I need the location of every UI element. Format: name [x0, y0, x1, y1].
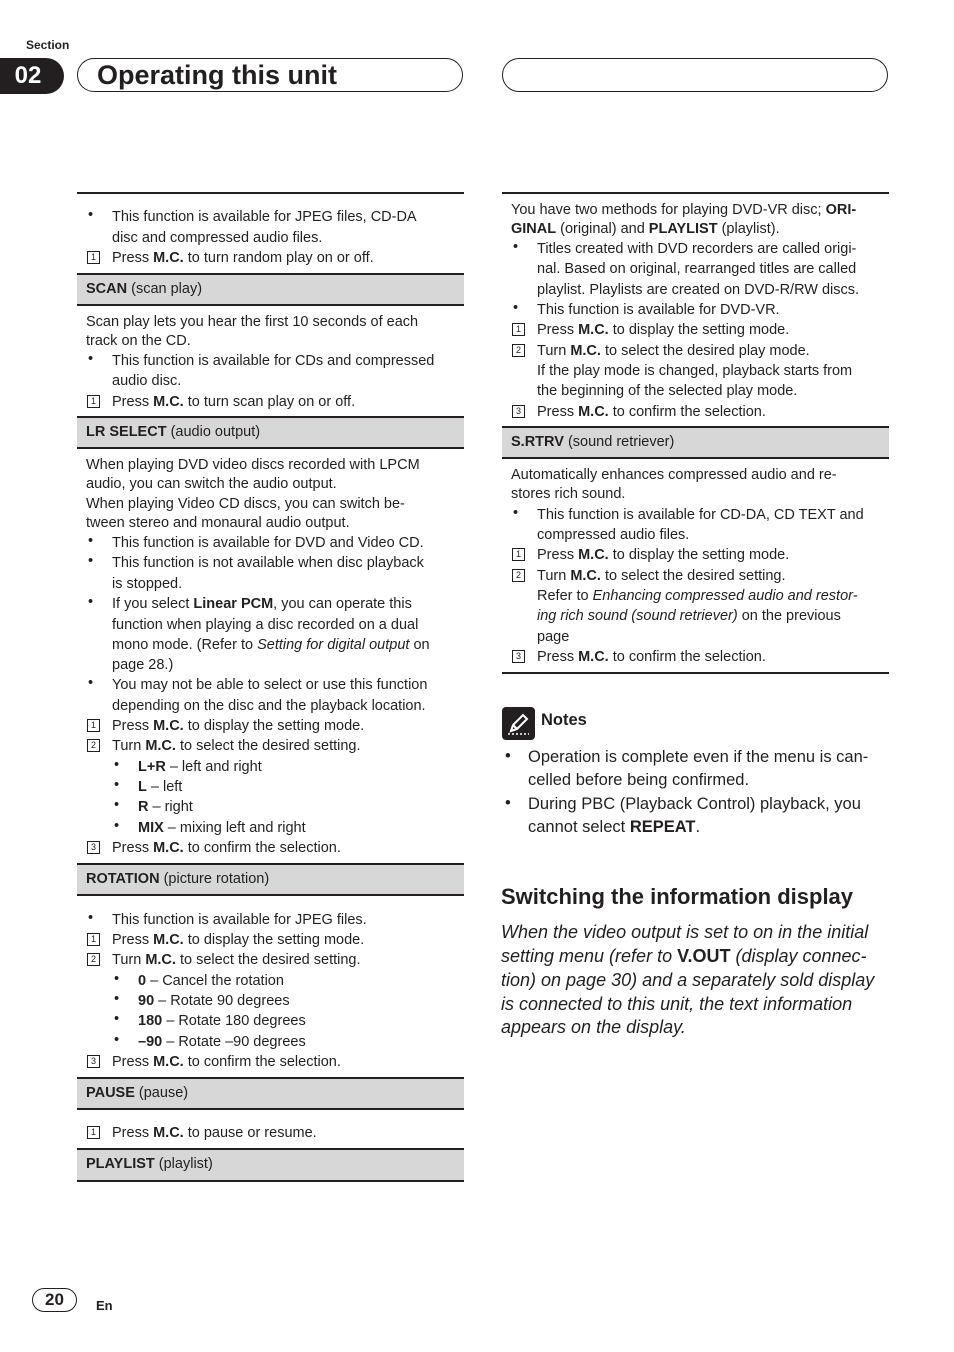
dvdvr-step1: Press M.C. to display the setting mode.: [537, 322, 790, 338]
switch-intro-l1: When the video output is set to on in the initial: [501, 922, 869, 942]
lr-opt: R – right: [138, 799, 193, 815]
bullet: •: [513, 239, 519, 255]
lr-step3: Press M.C. to confirm the selection.: [112, 840, 341, 856]
scan-desc-l1: Scan play lets you hear the first 10 seconds of each: [86, 314, 419, 330]
notes-pencil-icon: [502, 707, 535, 740]
dvdvr-step2: Turn M.C. to select the desired play mode.: [537, 343, 810, 359]
bullet: •: [114, 797, 120, 813]
lr-desc-l4: tween stereo and monaural audio output.: [86, 515, 350, 531]
lr-opt: MIX – mixing left and right: [138, 820, 306, 836]
srtrv-step1: Press M.C. to display the setting mode.: [537, 547, 790, 563]
rotation-step3: Press M.C. to confirm the selection.: [112, 1054, 341, 1070]
lr-bullet3-l2: function when playing a disc recorded on a dual: [112, 617, 419, 633]
step-number: 1: [512, 548, 525, 561]
srtrv-bar: S.RTRV (sound retriever): [502, 426, 889, 459]
step-number: 2: [512, 569, 525, 582]
section-heading: Switching the information display: [501, 884, 854, 909]
language-label: En: [96, 1298, 113, 1313]
dvdvr-b1-l3: playlist. Playlists are created on DVD-R/RW discs.: [537, 282, 860, 298]
srtrv-step2: Turn M.C. to select the desired setting.: [537, 568, 786, 584]
note1-l1: Operation is complete even if the menu is can-: [528, 748, 869, 766]
step-number: 2: [512, 344, 525, 357]
top-rule-right: [502, 192, 889, 194]
dvdvr-b1-l2: nal. Based on original, rearranged titles are called: [537, 261, 857, 277]
bullet: •: [88, 910, 94, 926]
bullet: •: [88, 553, 94, 569]
step-number: 1: [87, 251, 100, 264]
bullet: •: [88, 351, 94, 367]
rotation-step1: Press M.C. to display the setting mode.: [112, 932, 365, 948]
playlist-bar: PLAYLIST (playlist): [77, 1148, 464, 1182]
lr-select-bar: LR SELECT (audio output): [77, 416, 464, 449]
section-label: Section: [26, 38, 70, 52]
switch-intro-l5: appears on the display.: [501, 1017, 686, 1037]
note1-l2: celled before being confirmed.: [528, 771, 750, 789]
random-bullet-l1: This function is available for JPEG files, CD-DA: [112, 209, 417, 225]
srtrv-b1-l1: This function is available for CD-DA, CD TEXT and: [537, 507, 864, 523]
srtrv-desc-l1: Automatically enhances compressed audio and re-: [511, 467, 837, 483]
dvdvr-l2: GINAL (original) and PLAYLIST (playlist).: [511, 221, 780, 237]
step-number: 2: [87, 739, 100, 752]
bullet: •: [114, 1011, 120, 1027]
step-number: 1: [512, 323, 525, 336]
note2-l2: cannot select REPEAT.: [528, 818, 701, 836]
bullet: •: [505, 747, 511, 765]
scan-bullet-l1: This function is available for CDs and compressed: [112, 353, 435, 369]
note2-l1: During PBC (Playback Control) playback, you: [528, 795, 861, 813]
bullet: •: [505, 794, 511, 812]
rotation-opt: 90 – Rotate 90 degrees: [138, 993, 290, 1009]
lr-bullet1: This function is available for DVD and Video CD.: [112, 535, 424, 551]
step-number: 3: [512, 405, 525, 418]
top-rule-left: [77, 192, 464, 194]
bullet: •: [114, 971, 120, 987]
srtrv-ref-l2: ing rich sound (sound retriever) on the previous: [537, 608, 841, 624]
bullet: •: [513, 505, 519, 521]
lr-desc-l1: When playing DVD video discs recorded with LPCM: [86, 457, 420, 473]
lr-bullet3-l1: If you select Linear PCM, you can operate this: [112, 596, 412, 612]
lr-opt: L+R – left and right: [138, 759, 262, 775]
bullet: •: [114, 1032, 120, 1048]
rotation-opt: –90 – Rotate –90 degrees: [138, 1034, 306, 1050]
rotation-opt: 180 – Rotate 180 degrees: [138, 1013, 306, 1029]
bullet: •: [114, 818, 120, 834]
bullet: •: [88, 533, 94, 549]
srtrv-ref-l3: page: [537, 629, 570, 645]
scan-step1: Press M.C. to turn scan play on or off.: [112, 394, 356, 410]
step-number: 3: [87, 841, 100, 854]
dvdvr-b1-l1: Titles created with DVD recorders are called origi-: [537, 241, 857, 257]
lr-step2: Turn M.C. to select the desired setting.: [112, 738, 361, 754]
switch-intro-l2: setting menu (refer to V.OUT (display connec-: [501, 946, 867, 966]
switch-intro-l3: tion) on page 30) and a separately sold display: [501, 970, 875, 990]
srtrv-ref-l1: Refer to Enhancing compressed audio and restor-: [537, 588, 858, 604]
bottom-rule-right: [502, 672, 889, 674]
bullet: •: [114, 777, 120, 793]
lr-bullet4-l2: depending on the disc and the playback location.: [112, 698, 426, 714]
srtrv-desc-l2: stores rich sound.: [511, 486, 626, 502]
notes-label: Notes: [541, 711, 587, 729]
dvdvr-step2-extra-l2: the beginning of the selected play mode.: [537, 383, 798, 399]
dvdvr-step2-extra-l1: If the play mode is changed, playback starts from: [537, 363, 853, 379]
random-bullet-l2: disc and compressed audio files.: [112, 230, 323, 246]
scan-desc-l2: track on the CD.: [86, 333, 191, 349]
page-number: 20: [32, 1288, 77, 1312]
bullet: •: [513, 300, 519, 316]
lr-bullet3-l3: mono mode. (Refer to Setting for digital output on: [112, 637, 430, 653]
step-number: 2: [87, 953, 100, 966]
rotation-bar: ROTATION (picture rotation): [77, 863, 464, 896]
step-number: 1: [87, 1126, 100, 1139]
bullet: •: [88, 675, 94, 691]
pause-step1: Press M.C. to pause or resume.: [112, 1125, 317, 1141]
header-right-frame: [502, 58, 888, 92]
step-number: 1: [87, 395, 100, 408]
dvdvr-step3: Press M.C. to confirm the selection.: [537, 404, 766, 420]
scan-bar: SCAN (scan play): [77, 273, 464, 306]
srtrv-b1-l2: compressed audio files.: [537, 527, 690, 543]
step-number: 1: [87, 719, 100, 732]
lr-bullet4-l1: You may not be able to select or use this function: [112, 677, 428, 693]
lr-bullet2-l1: This function is not available when disc playback: [112, 555, 424, 571]
rotation-opt: 0 – Cancel the rotation: [138, 973, 284, 989]
dvdvr-l1: You have two methods for playing DVD-VR disc; ORI-: [511, 202, 857, 218]
pause-bar: PAUSE (pause): [77, 1077, 464, 1110]
lr-bullet3-l4: page 28.): [112, 657, 174, 673]
lr-desc-l2: audio, you can switch the audio output.: [86, 476, 337, 492]
lr-step1: Press M.C. to display the setting mode.: [112, 718, 365, 734]
bullet: •: [114, 991, 120, 1007]
srtrv-step3: Press M.C. to confirm the selection.: [537, 649, 766, 665]
bullet: •: [114, 757, 120, 773]
step-number: 3: [87, 1055, 100, 1068]
lr-desc-l3: When playing Video CD discs, you can switch be-: [86, 496, 405, 512]
lr-opt: L – left: [138, 779, 183, 795]
scan-bullet-l2: audio disc.: [112, 373, 182, 389]
bullet: •: [88, 594, 94, 610]
random-step1: Press M.C. to turn random play on or off.: [112, 250, 374, 266]
step-number: 1: [87, 933, 100, 946]
section-number: 02: [0, 58, 64, 94]
rotation-step2: Turn M.C. to select the desired setting.: [112, 952, 361, 968]
dvdvr-b2: This function is available for DVD-VR.: [537, 302, 780, 318]
lr-bullet2-l2: is stopped.: [112, 576, 183, 592]
rotation-bullet1: This function is available for JPEG files.: [112, 912, 367, 928]
bullet: •: [88, 207, 94, 223]
switch-intro-l4: is connected to this unit, the text information: [501, 994, 853, 1014]
page-title: Operating this unit: [97, 60, 337, 90]
step-number: 3: [512, 650, 525, 663]
